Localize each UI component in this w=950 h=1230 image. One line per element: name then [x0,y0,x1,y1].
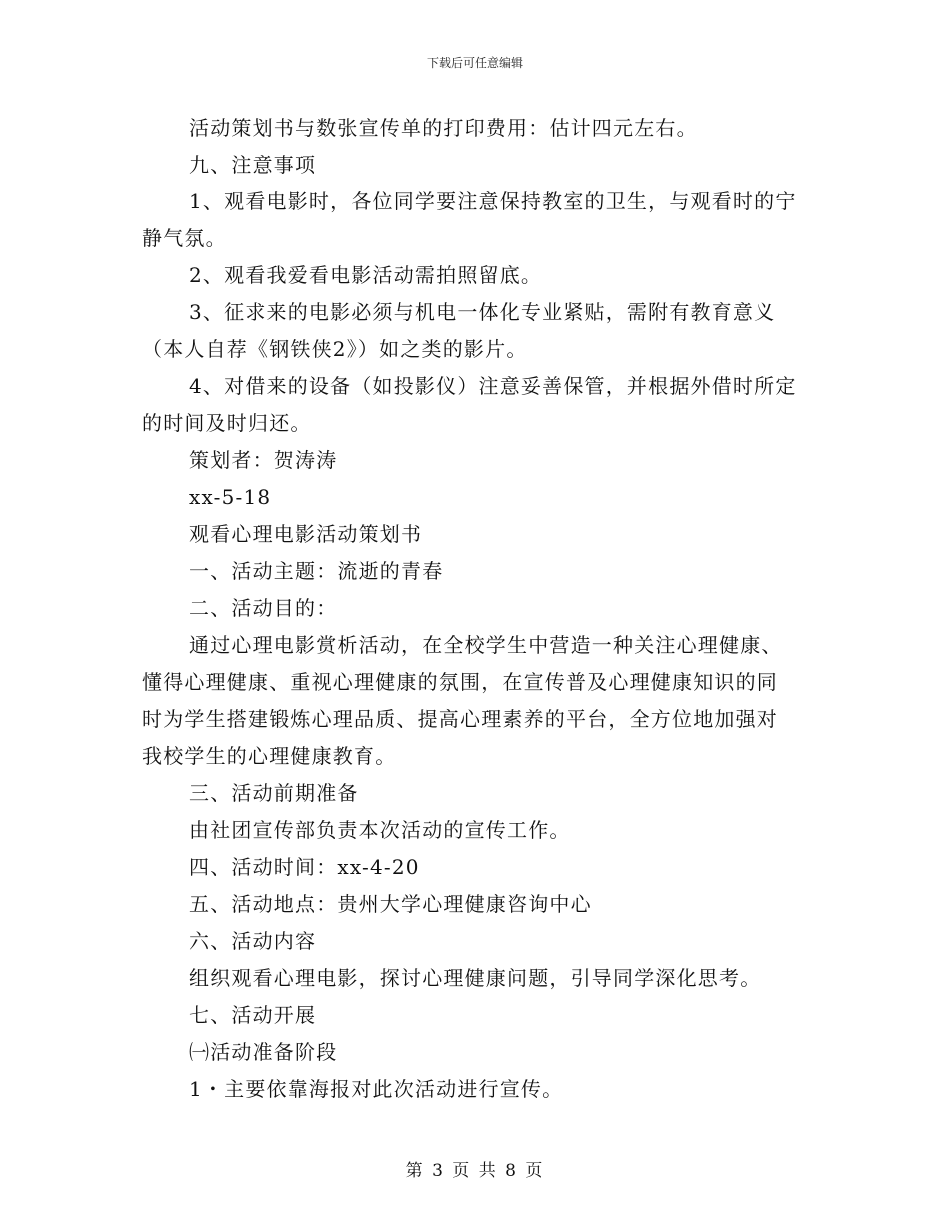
paragraph-line: 时为学生搭建锻炼心理品质、提高心理素养的平台，全方位地加强对 [142,707,778,731]
section-heading: 五、活动地点：贵州大学心理健康咨询中心 [189,892,592,916]
document-title: 观看心理电影活动策划书 [189,522,423,546]
paragraph-line: （本人自荐《钢铁侠2》）如之类的影片。 [142,337,528,361]
page-footer: 第 3 页 共 8 页 [405,1161,545,1181]
paragraph-line: 1・主要依靠海报对此次活动进行宣传。 [189,1077,564,1101]
section-heading: 六、活动内容 [189,929,317,953]
paragraph-line: 通过心理电影赏析活动，在全校学生中营造一种关注心理健康、 [189,633,783,657]
paragraph-line: 活动策划书与数张宣传单的打印费用：估计四元左右。 [189,116,698,140]
paragraph-line: 懂得心理健康、重视心理健康的氛围，在宣传普及心理健康知识的同 [142,670,778,694]
date-line: xx-5-18 [189,485,272,509]
paragraph-line: 静气氛。 [142,226,227,250]
section-heading: 七、活动开展 [189,1003,317,1027]
section-heading: 一、活动主题：流逝的青春 [189,559,444,583]
subsection-heading: ㈠活动准备阶段 [189,1040,338,1064]
paragraph-line: 由社团宣传部负责本次活动的宣传工作。 [189,818,571,842]
section-heading: 二、活动目的： [189,596,338,620]
author-line: 策划者：贺涛涛 [189,448,338,472]
paragraph-line: 4、对借来的设备（如投影仪）注意妥善保管，并根据外借时所定 [189,374,797,398]
section-heading: 九、注意事项 [189,153,317,177]
paragraph-line: 3、征求来的电影必须与机电一体化专业紧贴，需附有教育意义 [189,300,776,324]
section-heading: 四、活动时间：xx-4-20 [189,855,420,879]
paragraph-line: 的时间及时归还。 [142,411,312,435]
paragraph-line: 2、观看我爱看电影活动需拍照留底。 [189,263,543,287]
paragraph-line: 1、观看电影时，各位同学要注意保持教室的卫生，与观看时的宁 [189,189,797,213]
paragraph-line: 我校学生的心理健康教育。 [142,744,397,768]
section-heading: 三、活动前期准备 [189,781,359,805]
paragraph-line: 组织观看心理电影，探讨心理健康问题，引导同学深化思考。 [189,966,762,990]
page-header: 下载后可任意编辑 [426,56,523,70]
